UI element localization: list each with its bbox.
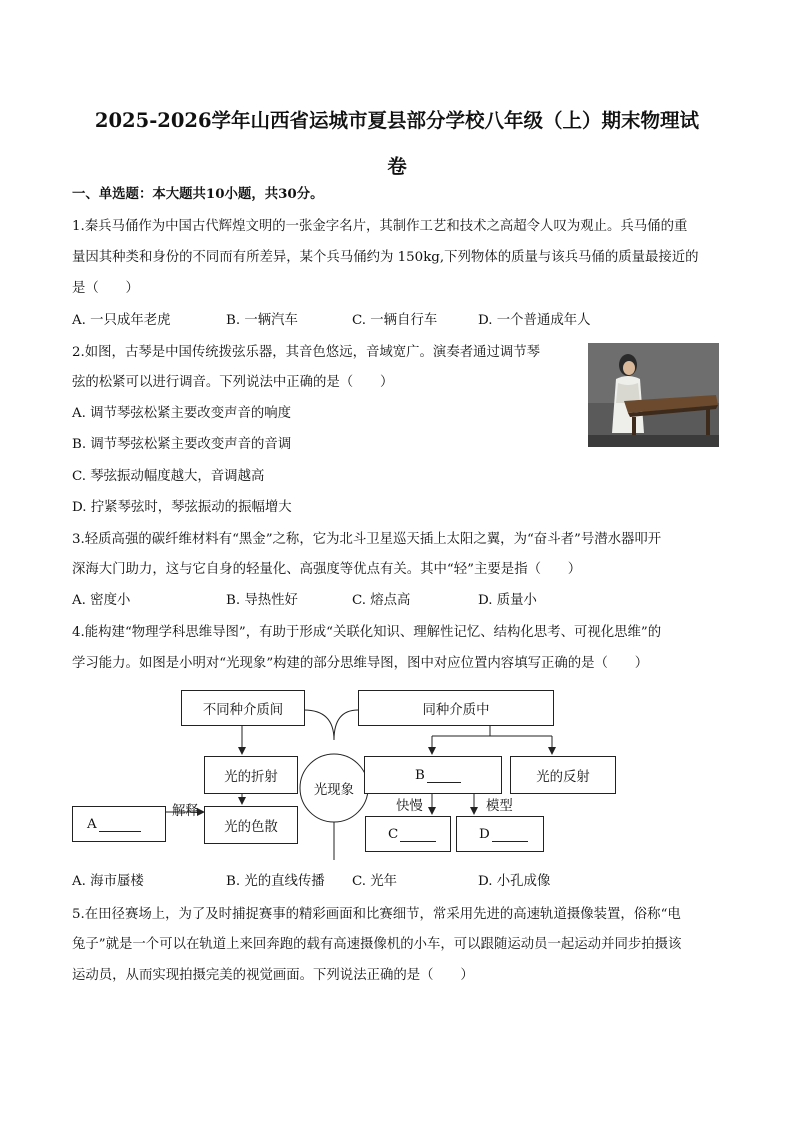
q3-option-b: B. 导热性好 bbox=[226, 593, 298, 608]
title-line-2: 卷 bbox=[387, 155, 407, 178]
q4-option-d: D. 小孔成像 bbox=[478, 874, 551, 889]
section-heading: 一、单选题：本大题共10小题，共30分。 bbox=[72, 186, 324, 202]
q2-option-b: B. 调节琴弦松紧主要改变声音的音调 bbox=[72, 437, 292, 452]
box-c-blank bbox=[400, 827, 436, 842]
q2-option-c: C. 琴弦振动幅度越大，音调越高 bbox=[72, 469, 265, 484]
q1-option-a: A. 一只成年老虎 bbox=[72, 313, 171, 328]
label-model: 模型 bbox=[486, 799, 513, 814]
box-reflection: 光的反射 bbox=[510, 756, 616, 794]
q2-option-a: A. 调节琴弦松紧主要改变声音的响度 bbox=[72, 406, 292, 421]
q1-option-d: D. 一个普通成年人 bbox=[478, 313, 591, 328]
q2-line-2: 弦的松紧可以进行调音。下列说法中正确的是（ ） bbox=[72, 375, 394, 390]
label-explain: 解释 bbox=[172, 804, 199, 819]
box-d bbox=[456, 816, 544, 852]
q3-option-c: C. 熔点高 bbox=[352, 593, 411, 608]
q1-line-3: 是（ ） bbox=[72, 281, 139, 296]
box-b bbox=[364, 756, 502, 794]
box-same-medium: 同种介质中 bbox=[358, 690, 554, 726]
guqin-photo bbox=[588, 343, 719, 447]
q1-option-b: B. 一辆汽车 bbox=[226, 313, 298, 328]
q2-line-1: 2.如图，古琴是中国传统拨弦乐器，其音色悠远，音域宽广。演奏者通过调节琴 bbox=[72, 345, 541, 360]
box-d-label: D bbox=[479, 826, 490, 842]
light-mind-map bbox=[70, 684, 630, 860]
box-b-blank bbox=[427, 768, 461, 783]
q4-option-a: A. 海市蜃楼 bbox=[72, 874, 144, 889]
q4-line-1: 4.能构建“物理学科思维导图”，有助于形成“关联化知识、理解性记忆、结构化思考、可视化思维”的 bbox=[72, 625, 662, 640]
q3-option-d: D. 质量小 bbox=[478, 593, 537, 608]
q2-option-d: D. 拧紧琴弦时，琴弦振动的振幅增大 bbox=[72, 500, 292, 515]
box-b-label: B bbox=[415, 767, 425, 783]
q5-line-3: 运动员，从而实现拍摄完美的视觉画面。下列说法正确的是（ ） bbox=[72, 968, 474, 983]
q1-option-c: C. 一辆自行车 bbox=[352, 313, 438, 328]
title-line-1: 2025-2026学年山西省运城市夏县部分学校八年级（上）期末物理试 bbox=[94, 109, 700, 132]
box-different-media: 不同种介质间 bbox=[181, 690, 305, 726]
center-light-phenomena: 光现象 bbox=[313, 783, 355, 798]
box-a-label: A bbox=[87, 816, 97, 832]
box-c-label: C bbox=[388, 826, 399, 842]
page-title bbox=[60, 98, 734, 190]
q4-option-b: B. 光的直线传播 bbox=[226, 874, 325, 889]
box-d-blank bbox=[492, 827, 528, 842]
box-dispersion: 光的色散 bbox=[204, 806, 298, 844]
q3-option-a: A. 密度小 bbox=[72, 593, 131, 608]
box-c bbox=[365, 816, 451, 852]
q5-line-2: 兔子”就是一个可以在轨道上来回奔跑的载有高速摄像机的小车，可以跟随运动员一起运动并同步拍摄该 bbox=[72, 937, 682, 952]
box-a bbox=[72, 806, 166, 842]
q1-line-1: 1.秦兵马俑作为中国古代辉煌文明的一张金字名片，其制作工艺和技术之高超令人叹为观止。兵马俑的重 bbox=[72, 219, 688, 234]
box-a-blank bbox=[99, 817, 141, 832]
box-refraction: 光的折射 bbox=[204, 756, 298, 794]
q4-option-c: C. 光年 bbox=[352, 874, 398, 889]
label-speed: 快慢 bbox=[396, 799, 423, 814]
q4-line-2: 学习能力。如图是小明对“光现象”构建的部分思维导图，图中对应位置内容填写正确的是（ ） bbox=[72, 656, 649, 671]
q3-line-2: 深海大门助力，这与它自身的轻量化、高强度等优点有关。其中“轻”主要是指（ ） bbox=[72, 562, 582, 577]
q5-line-1: 5.在田径赛场上，为了及时捕捉赛事的精彩画面和比赛细节，常采用先进的高速轨道摄像装置，俗称“电 bbox=[72, 907, 681, 922]
q3-line-1: 3.轻质高强的碳纤维材料有“黑金”之称，它为北斗卫星巡天插上太阳之翼，为“奋斗者”号潜水器叩开 bbox=[72, 532, 662, 547]
q1-line-2: 量因其种类和身份的不同而有所差异，某个兵马俑约为 150kg,下列物体的质量与该兵马俑的质量最接近的 bbox=[72, 250, 699, 265]
